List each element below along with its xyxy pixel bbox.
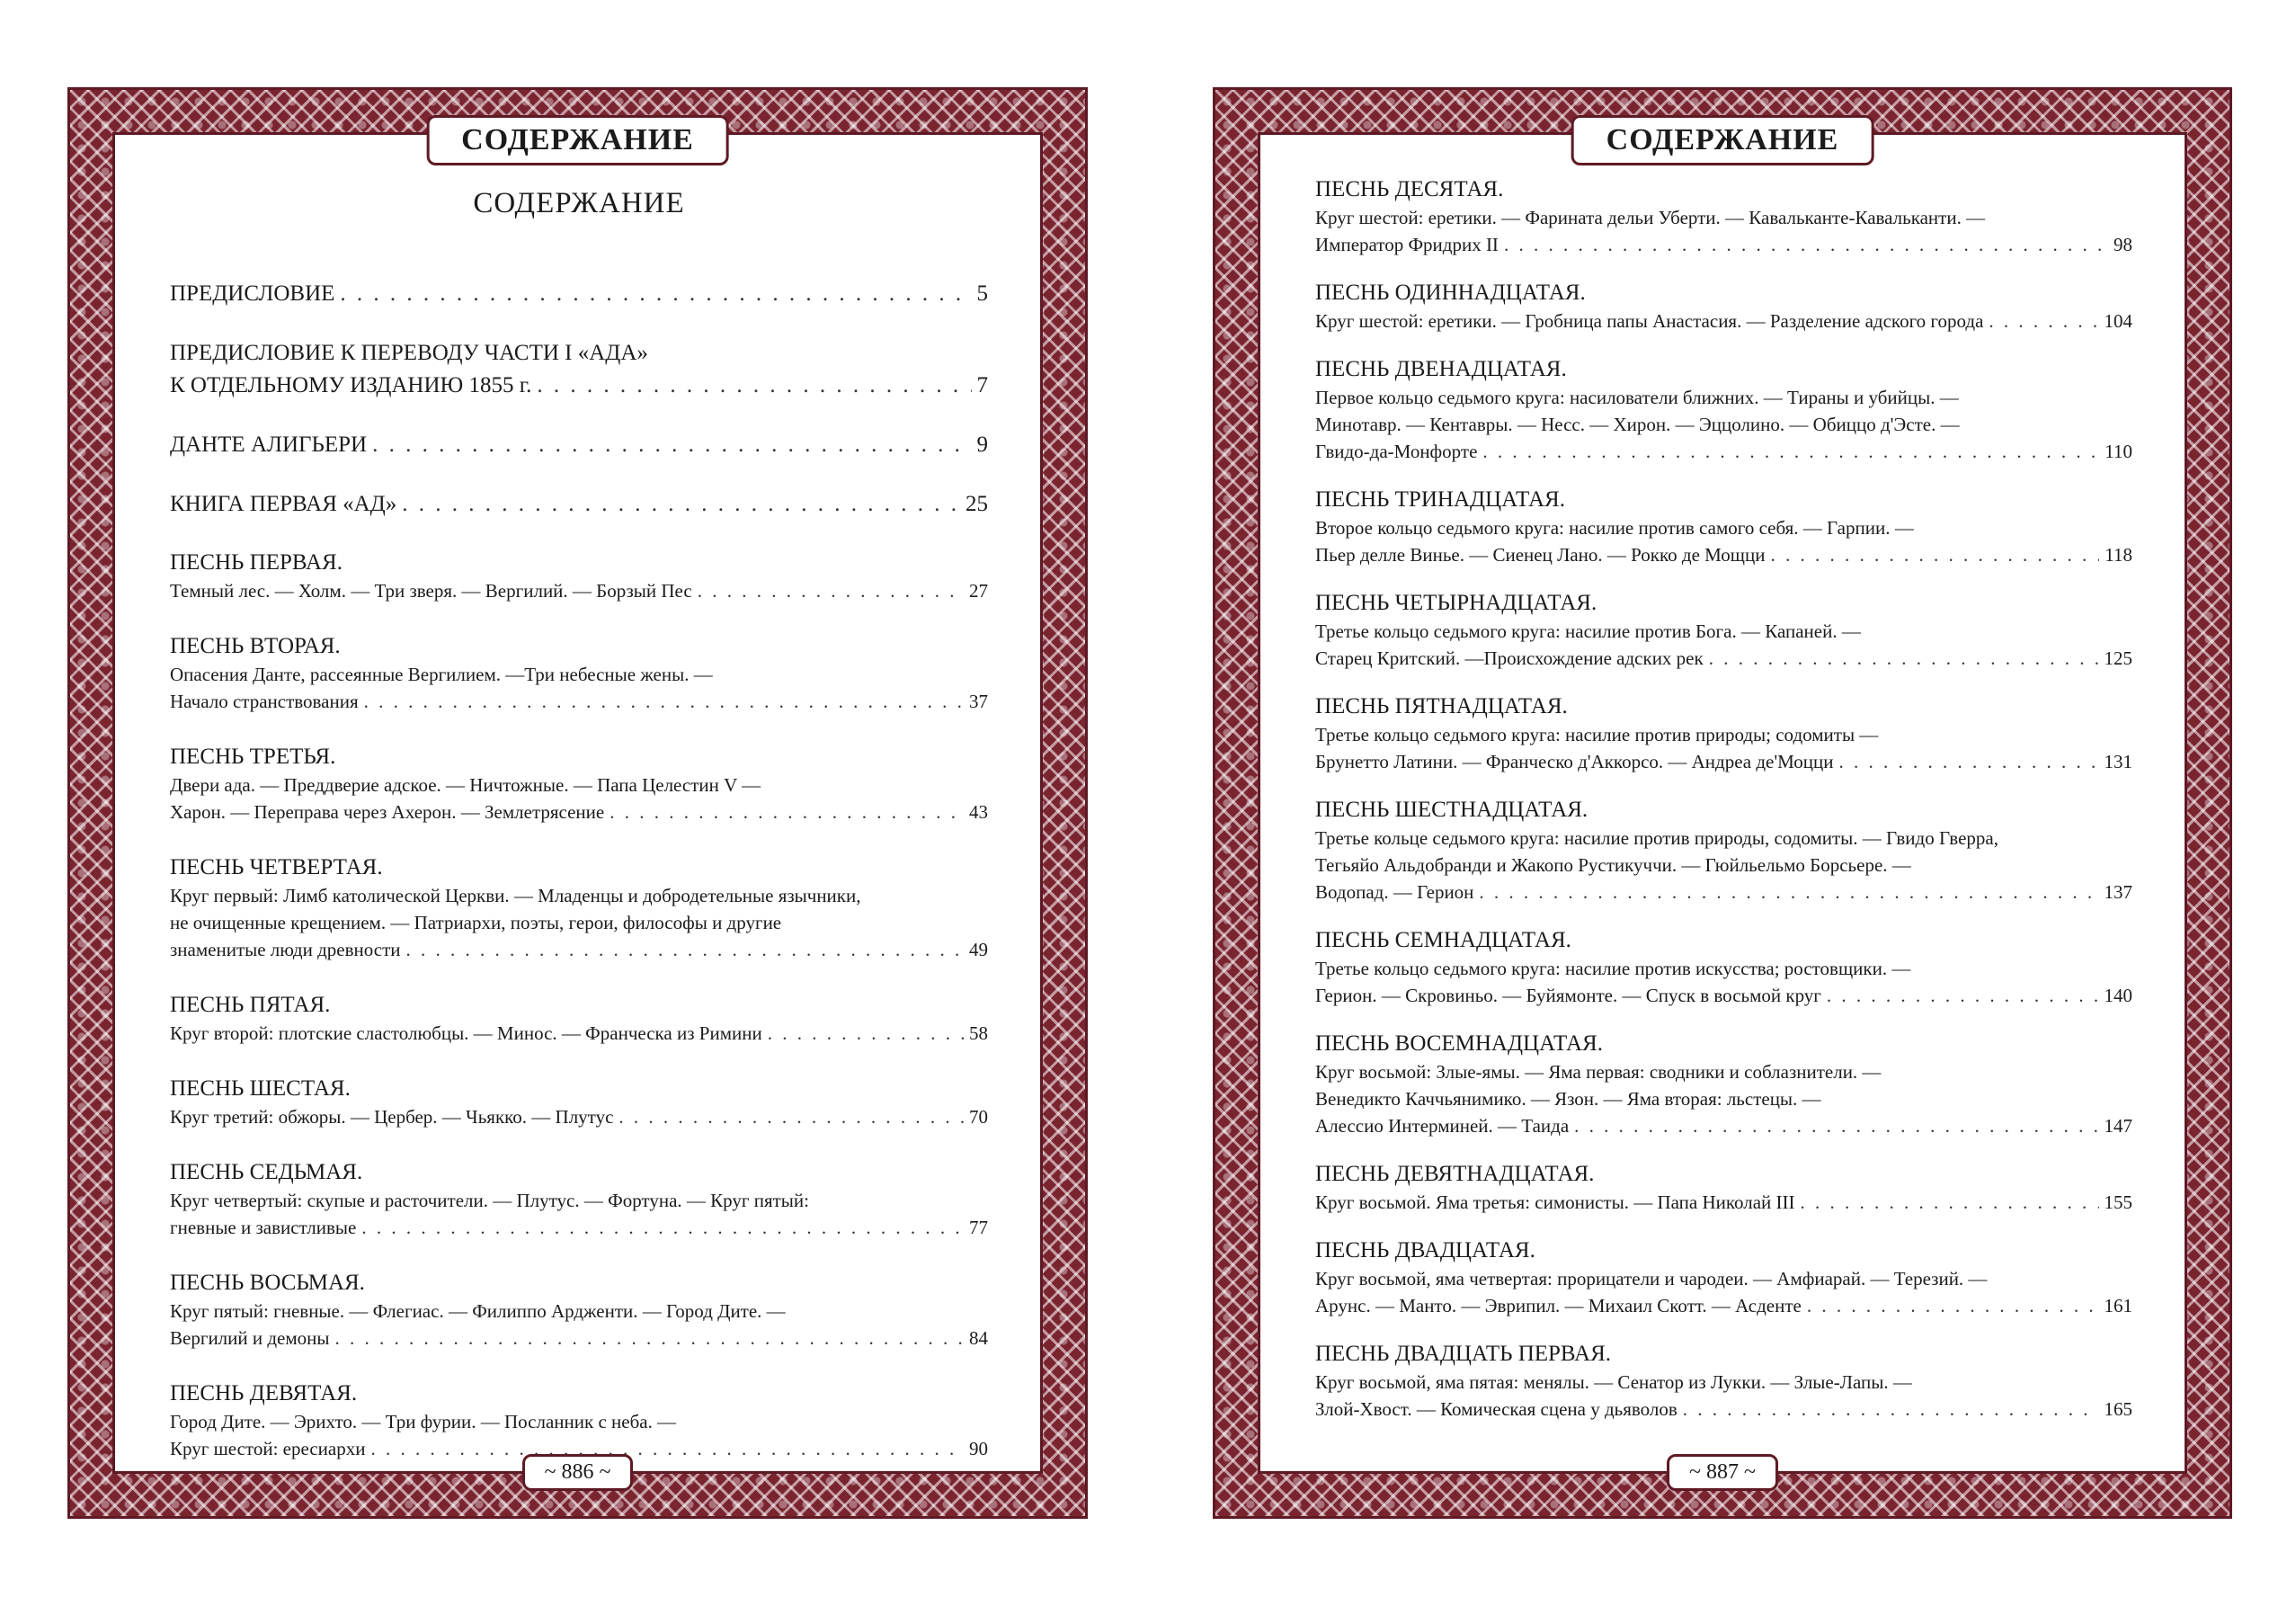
entry-page-number: 118 — [2105, 544, 2132, 566]
entry-page-number: 43 — [969, 801, 988, 823]
entry-page-number: 58 — [969, 1022, 988, 1044]
canto-entry — [1315, 485, 2132, 568]
entry-page-number: 147 — [2104, 1115, 2132, 1137]
dot-leader — [1709, 645, 2099, 672]
entry-page-number: 140 — [2104, 985, 2132, 1006]
entry-description: знаменитые люди древности — [170, 939, 401, 960]
canto-list — [170, 548, 988, 1462]
entry-page-number: 90 — [969, 1438, 988, 1459]
canto-heading: ПЕСНЬ ПЕРВАЯ. — [170, 550, 343, 575]
canto-heading: ПЕСНЬ ШЕСТАЯ. — [170, 1076, 351, 1101]
canto-entry — [1315, 1339, 2132, 1423]
entry-description: Круг восьмой. Яма третья: симонисты. — Папа Николай III — [1315, 1191, 1795, 1213]
toc-title: СОДЕРЖАНИЕ — [473, 187, 685, 219]
canto-heading: ПЕСНЬ СЕДЬМАЯ. — [170, 1160, 363, 1184]
dot-leader — [1770, 541, 2099, 568]
entry-description-line: Первое кольцо седьмого круга: насилователи ближних. — Тираны и убийцы. — — [1315, 387, 1959, 408]
entry-description: Начало странствования — [170, 691, 359, 712]
left-page-text-area — [115, 123, 1040, 1484]
dot-leader — [1482, 438, 2099, 465]
canto-heading: ПЕСНЬ ШЕСТНАДЦАТАЯ. — [1315, 798, 1589, 822]
canto-entry — [170, 631, 988, 715]
dot-leader — [1504, 231, 2108, 258]
entry-title-line: ПРЕДИСЛОВИЕ К ПЕРЕВОДУ ЧАСТИ I «АДА» — [170, 341, 648, 365]
canto-entry — [1315, 1236, 2132, 1319]
canto-entry — [1315, 174, 2132, 258]
page-number: ~ 886 ~ — [522, 1454, 634, 1491]
entry-description-line: Город Дите. — Эрихто. — Три фурии. — Посланник с неба. — — [170, 1411, 677, 1432]
left-page — [67, 87, 1088, 1519]
entry-leader-line — [1315, 748, 2132, 775]
entry-leader-line — [170, 577, 988, 604]
entry-description-line: Опасения Данте, рассеянные Вергилием. —Три небесные жены. — — [170, 664, 713, 685]
entry-description: Алессио Интерминей. — Таида — [1315, 1115, 1570, 1137]
page-number: ~ 887 ~ — [1667, 1454, 1778, 1491]
toc-entry — [170, 488, 988, 521]
entry-page-number: 131 — [2104, 751, 2132, 772]
entry-leader-line — [170, 936, 988, 963]
canto-entry — [170, 742, 988, 825]
canto-heading: ПЕСНЬ ЧЕТВЕРТАЯ. — [170, 855, 383, 879]
entry-title: ДАНТЕ АЛИГЬЕРИ — [170, 433, 368, 457]
entry-description-line: Тегьяйо Альдобранди и Жакопо Рустикуччи. — Гюйльельмо Борсьере. — — [1315, 854, 1911, 876]
entry-leader-line — [1315, 1292, 2132, 1319]
entry-leader-line — [1315, 1189, 2132, 1216]
dot-leader — [1479, 879, 2098, 906]
entry-leader-line — [1315, 982, 2132, 1009]
entry-leader-line — [1315, 541, 2132, 568]
dot-leader — [361, 1214, 964, 1241]
entry-leader-line — [1315, 231, 2132, 258]
canto-entry — [170, 1074, 988, 1130]
entry-description: Герион. — Скровиньо. — Буйямонте. — Спуск в восьмой круг — [1315, 985, 1821, 1006]
dot-leader — [335, 1325, 964, 1352]
entry-leader-line — [170, 488, 988, 521]
entry-description-line: Круг четвертый: скупые и расточители. — Плутус. — Фортуна. — Круг пятый: — [170, 1190, 809, 1211]
entry-page-number: 37 — [969, 691, 988, 712]
right-page — [1213, 87, 2232, 1519]
entry-description-line: Третье кольцо седьмого круга: насилие против Бога. — Капаней. — — [1315, 620, 1861, 642]
canto-entry — [1315, 278, 2132, 335]
canto-entry — [1315, 1029, 2132, 1139]
canto-entry — [1315, 354, 2132, 465]
entry-description: Злой-Хвост. — Комическая сцена у дьяволов — [1315, 1398, 1678, 1420]
entry-page-number: 9 — [976, 433, 988, 457]
right-page-text-area — [1260, 123, 2185, 1484]
entry-leader-line — [170, 1103, 988, 1130]
entry-description: Пьер делле Винье. — Сиенец Лано. — Рокко де Мощци — [1315, 544, 1766, 566]
dot-leader — [698, 577, 964, 604]
entry-description-line: Второе кольцо седьмого круга: насилие против самого себя. — Гарпии. — — [1315, 517, 1914, 539]
dot-leader — [372, 429, 971, 461]
entry-page-number: 155 — [2104, 1191, 2132, 1213]
canto-heading: ПЕСНЬ ДЕВЯТАЯ. — [170, 1381, 358, 1405]
entry-leader-line — [170, 1020, 988, 1047]
entry-description-line: Круг шестой: еретики. — Фарината дельи Уберти. — Кавальканте-Кавальканти. — — [1315, 207, 1986, 228]
canto-heading: ПЕСНЬ ВОСЬМАЯ. — [170, 1271, 365, 1295]
entry-page-number: 161 — [2104, 1295, 2132, 1316]
canto-heading: ПЕСНЬ ТРИНАДЦАТАЯ. — [1315, 487, 1565, 512]
dot-leader — [537, 370, 971, 402]
entry-page-number: 104 — [2104, 310, 2132, 332]
entry-page-number: 110 — [2105, 441, 2132, 462]
dot-leader — [364, 688, 964, 715]
entry-leader-line — [1315, 645, 2132, 672]
dot-leader — [370, 1435, 964, 1462]
canto-entry — [170, 1157, 988, 1241]
canto-heading: ПЕСНЬ ПЯТНАДЦАТАЯ. — [1315, 694, 1568, 718]
canto-entry — [170, 1268, 988, 1352]
canto-heading: ПЕСНЬ ДВЕНАДЦАТАЯ. — [1315, 357, 1567, 381]
canto-entry — [1315, 588, 2132, 672]
canto-heading: ПЕСНЬ ВТОРАЯ. — [170, 634, 341, 658]
dot-leader — [402, 488, 960, 521]
entry-description-line: Круг восьмой: Злые-ямы. — Яма первая: сводники и соблазнители. — — [1315, 1061, 1882, 1083]
entry-description: Круг шестой: ересиархи — [170, 1438, 366, 1459]
entry-leader-line — [1315, 1396, 2132, 1423]
entry-leader-line — [1315, 308, 2132, 335]
entry-leader-line — [170, 688, 988, 715]
dot-leader — [1807, 1292, 2099, 1319]
dot-leader — [618, 1103, 964, 1130]
entry-leader-line — [170, 1325, 988, 1352]
entry-description-line: Минотавр. — Кентавры. — Несс. — Хирон. — Эццолино. — Обиццо д'Эсте. — — [1315, 414, 1960, 435]
canto-entry — [170, 548, 988, 604]
canto-heading: ПЕСНЬ СЕМНАДЦАТАЯ. — [1315, 928, 1571, 952]
entry-leader-line — [170, 278, 988, 310]
dot-leader — [1683, 1396, 2099, 1423]
canto-heading: ПЕСНЬ ЧЕТЫРНАДЦАТАЯ. — [1315, 591, 1597, 615]
entry-leader-line — [1315, 438, 2132, 465]
dot-leader — [610, 799, 964, 825]
entry-page-number: 125 — [2104, 647, 2132, 669]
entry-page-number: 84 — [969, 1327, 988, 1349]
running-head: СОДЕРЖАНИЕ — [1571, 115, 1874, 165]
entry-description-line: Круг пятый: гневные. — Флегиас. — Филиппо Ардженти. — Город Дите. — — [170, 1300, 786, 1322]
entry-page-number: 165 — [2104, 1398, 2132, 1420]
entry-page-number: 25 — [966, 492, 988, 516]
entry-page-number: 70 — [969, 1106, 988, 1128]
entry-description-line: Круг восьмой, яма четвертая: прорицатели и чародеи. — Амфиарай. — Терезий. — — [1315, 1268, 1988, 1289]
dot-leader — [1989, 308, 2098, 335]
entry-page-number: 77 — [969, 1217, 988, 1238]
entry-description: Император Фридрих II — [1315, 234, 1499, 255]
entry-description-line: не очищенные крещением. — Патриархи, поэты, герои, философы и другие — [170, 912, 782, 933]
canto-heading: ПЕСНЬ ДВАДЦАТЬ ПЕРВАЯ. — [1315, 1342, 1612, 1366]
toc-entry — [170, 337, 988, 402]
entry-description: Гвидо-да-Монфорте — [1315, 441, 1478, 462]
entry-leader-line — [170, 1214, 988, 1241]
entry-description: Круг второй: плотские сластолюбцы. — Минос. — Франческа из Римини — [170, 1022, 762, 1044]
front-matter-list — [170, 278, 988, 521]
dot-leader — [1839, 748, 2099, 775]
entry-description-line: Третье кольце седьмого круга: насилие против природы, содомиты. — Гвидо Гверра, — [1315, 827, 1998, 849]
entry-description-line: Круг первый: Лимб католической Церкви. — Младенцы и добродетельные язычники, — [170, 885, 861, 906]
canto-entry — [1315, 1159, 2132, 1216]
toc-entry — [170, 278, 988, 310]
canto-list — [1315, 174, 2132, 1423]
entry-description: Вергилий и демоны — [170, 1327, 330, 1349]
canto-entry — [1315, 925, 2132, 1009]
entry-description: Харон. — Переправа через Ахерон. — Землетрясение — [170, 801, 605, 823]
entry-description-line: Третье кольцо седьмого круга: насилие против искусства; ростовщики. — — [1315, 958, 1911, 979]
canto-entry — [170, 852, 988, 963]
entry-title: ПРЕДИСЛОВИЕ — [170, 281, 335, 306]
entry-description: Брунетто Латини. — Франческо д'Аккорсо. — Андреа де'Моцци — [1315, 751, 1834, 772]
canto-entry — [170, 1379, 988, 1462]
entry-description: Темный лес. — Холм. — Три зверя. — Вергилий. — Борзый Пес — [170, 580, 692, 602]
entry-description-line: Венедикто Каччьянимико. — Язон. — Яма вторая: льстецы. — — [1315, 1088, 1821, 1110]
entry-description: Круг третий: обжоры. — Цербер. — Чьякко. — Плутус — [170, 1106, 614, 1128]
entry-description-line: Круг восьмой, яма пятая: менялы. — Сенатор из Лукки. — Злые-Лапы. — — [1315, 1371, 1912, 1393]
canto-heading: ПЕСНЬ ОДИННАДЦАТАЯ. — [1315, 281, 1586, 305]
entry-page-number: 27 — [969, 580, 988, 602]
canto-heading: ПЕСНЬ ДВАДЦАТАЯ. — [1315, 1238, 1535, 1263]
canto-entry — [1315, 692, 2132, 775]
canto-entry — [170, 990, 988, 1047]
dot-leader — [1827, 982, 2099, 1009]
entry-description: Круг шестой: еретики. — Гробница папы Анастасия. — Разделение адского города — [1315, 310, 1984, 332]
dot-leader — [406, 936, 965, 963]
entry-description: Водопад. — Герион — [1315, 881, 1474, 903]
canto-heading: ПЕСНЬ ДЕВЯТНАДЦАТАЯ. — [1315, 1162, 1595, 1186]
entry-page-number: 5 — [976, 281, 988, 306]
entry-description: Старец Критский. —Происхождение адских рек — [1315, 647, 1704, 669]
running-head: СОДЕРЖАНИЕ — [426, 115, 729, 165]
entry-leader-line — [1315, 1112, 2132, 1139]
canto-heading: ПЕСНЬ ВОСЕМНАДЦАТАЯ. — [1315, 1031, 1603, 1056]
canto-heading: ПЕСНЬ ТРЕТЬЯ. — [170, 745, 336, 769]
dot-leader — [768, 1020, 964, 1047]
dot-leader — [340, 278, 971, 310]
dot-leader — [1574, 1112, 2098, 1139]
canto-entry — [1315, 795, 2132, 906]
entry-page-number: 137 — [2104, 881, 2132, 903]
entry-page-number: 49 — [969, 939, 988, 960]
entry-page-number: 98 — [2114, 234, 2132, 255]
entry-title: К ОТДЕЛЬНОМУ ИЗДАНИЮ 1855 г. — [170, 373, 532, 397]
entry-description: Арунс. — Манто. — Эврипил. — Михаил Скотт. — Асденте — [1315, 1295, 1802, 1316]
entry-description-line: Третье кольцо седьмого круга: насилие против природы; содомиты — — [1315, 724, 1879, 745]
toc-content — [170, 135, 988, 1471]
dot-leader — [1801, 1189, 2099, 1216]
canto-heading: ПЕСНЬ ДЕСЯТАЯ. — [1315, 177, 1504, 201]
entry-leader-line — [170, 370, 988, 402]
canto-heading: ПЕСНЬ ПЯТАЯ. — [170, 993, 331, 1017]
entry-description-line: Двери ада. — Преддверие адское. — Ничтожные. — Папа Целестин V — — [170, 774, 761, 796]
entry-page-number: 7 — [976, 373, 988, 397]
entry-leader-line — [170, 429, 988, 461]
entry-leader-line — [170, 799, 988, 825]
entry-description: гневные и завистливые — [170, 1217, 357, 1238]
entry-leader-line — [1315, 879, 2132, 906]
toc-entry — [170, 429, 988, 461]
toc-content — [1315, 174, 2132, 1471]
entry-title: КНИГА ПЕРВАЯ «АД» — [170, 492, 397, 516]
